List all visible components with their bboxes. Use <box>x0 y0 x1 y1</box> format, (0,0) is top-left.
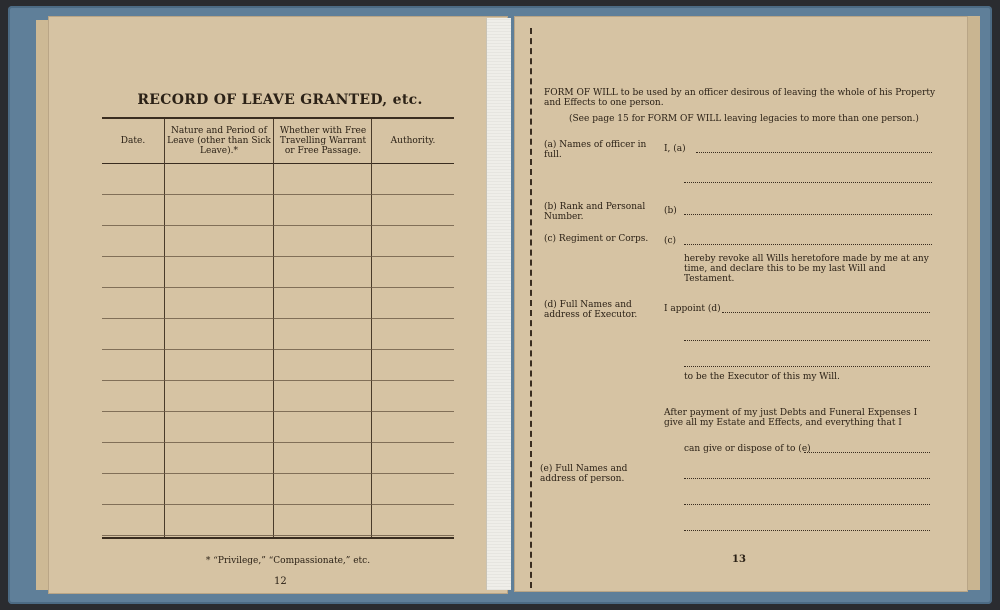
table-row-line <box>102 256 454 257</box>
binding-tape <box>486 18 511 590</box>
right-page <box>514 16 968 592</box>
table-row-line <box>102 504 454 505</box>
payment-text: After payment of my just Debts and Funeral Expenses I give all my Estate and Effects, and everything that I <box>664 408 918 428</box>
column-header-date: Date. <box>120 136 146 146</box>
table-row-line <box>102 411 454 412</box>
table-row-line <box>102 442 454 443</box>
blank-executor-2 <box>684 340 930 341</box>
blank-officer-name <box>696 152 932 153</box>
blank-beneficiary-3 <box>684 504 930 505</box>
column-header-authority: Authority. <box>390 136 436 146</box>
column-divider <box>164 119 165 537</box>
column-header-travel: Whether with Free Travelling Warrant or Free Passage. <box>279 126 367 156</box>
blank-beneficiary-2 <box>684 478 930 479</box>
table-row-line <box>102 318 454 319</box>
table-header <box>102 119 454 164</box>
perforation-line <box>530 28 532 588</box>
table-row-line <box>102 535 454 536</box>
text-c: (c) <box>664 236 677 246</box>
label-regiment: (c) Regiment or Corps. <box>544 234 649 244</box>
label-officer-name: (a) Names of officer in full. <box>544 140 647 160</box>
blank-regiment <box>684 244 932 245</box>
text-a: I, (a) <box>664 144 686 154</box>
column-header-nature: Nature and Period of Leave (other than Sick Leave).* <box>167 126 271 156</box>
table-row-line <box>102 349 454 350</box>
will-heading: FORM OF WILL to be used by an officer desirous of leaving the whole of his Property and Effects to one person. <box>544 88 936 108</box>
table-row-line <box>102 194 454 195</box>
blank-beneficiary <box>804 452 930 453</box>
blank-beneficiary-4 <box>684 530 930 531</box>
blank-officer-name-2 <box>684 182 932 183</box>
text-d: I appoint (d) <box>664 304 721 314</box>
page-number-right: 13 <box>732 554 746 565</box>
dispose-text: can give or dispose of to (e) <box>684 444 811 454</box>
column-divider <box>371 119 372 537</box>
table-row-line <box>102 225 454 226</box>
page-number-left: 12 <box>274 576 287 587</box>
column-divider <box>273 119 274 537</box>
footnote: * “Privilege,” “Compassionate,” etc. <box>205 556 371 566</box>
label-executor: (d) Full Names and address of Executor. <box>544 300 638 320</box>
left-page <box>48 16 508 594</box>
leave-record-table <box>102 117 454 539</box>
revoke-text: hereby revoke all Wills heretofore made by me at any time, and declare this to be my last Will and Testament. <box>684 254 929 284</box>
table-row-line <box>102 473 454 474</box>
blank-executor <box>722 312 930 313</box>
will-note: (See page 15 for FORM OF WILL leaving legacies to more than one person.) <box>569 114 919 124</box>
label-rank-number: (b) Rank and Personal Number. <box>544 202 646 222</box>
executor-text: to be the Executor of this my Will. <box>684 372 840 382</box>
ledger-title: RECORD OF LEAVE GRANTED, etc. <box>137 92 423 108</box>
text-b: (b) <box>664 206 677 216</box>
table-row-line <box>102 287 454 288</box>
blank-executor-3 <box>684 366 930 367</box>
table-row-line <box>102 380 454 381</box>
blank-rank-number <box>684 214 932 215</box>
page-stack-right <box>966 16 980 590</box>
label-beneficiary: (e) Full Names and address of person. <box>540 464 628 484</box>
